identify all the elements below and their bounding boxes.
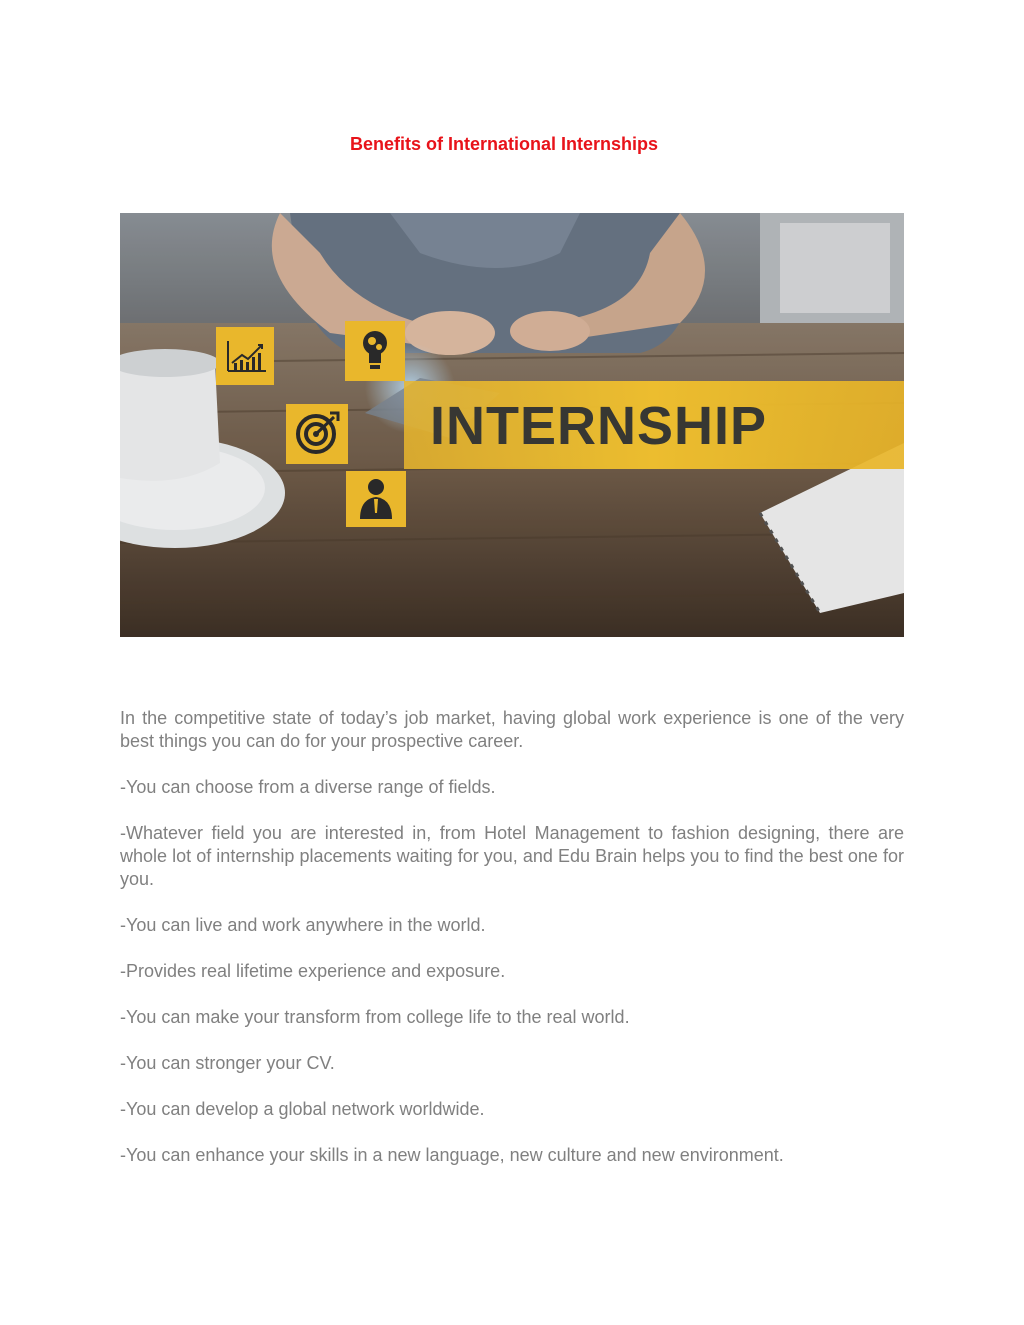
- page-title: Benefits of International Internships: [349, 134, 659, 155]
- benefit-item: -You can stronger your CV.: [120, 1053, 335, 1073]
- benefit-item: -Provides real lifetime experience and exposure.: [120, 961, 506, 981]
- benefit-item: -You can live and work anywhere in the world.: [120, 915, 486, 935]
- banner-text: INTERNSHIP: [430, 396, 768, 456]
- benefit-item: -You can develop a global network worldwide.: [120, 1099, 485, 1119]
- benefit-item: -You can enhance your skills in a new language, new culture and new environment.: [120, 1145, 784, 1165]
- benefit-item: -You can make your transform from college life to the real world.: [120, 1007, 630, 1027]
- article-body: [120, 707, 904, 1190]
- benefit-item: -Whatever field you are interested in, from Hotel Management to fashion designing, there are whole lot of internship placements waiting for you, and Edu Brain helps you to find the best one for you.: [120, 823, 904, 889]
- hero-image: [120, 213, 904, 637]
- benefit-item: -You can choose from a diverse range of fields.: [120, 777, 496, 797]
- intro-paragraph: In the competitive state of today’s job market, having global work experience is one of the very best things you can do for your prospective career.: [120, 708, 904, 751]
